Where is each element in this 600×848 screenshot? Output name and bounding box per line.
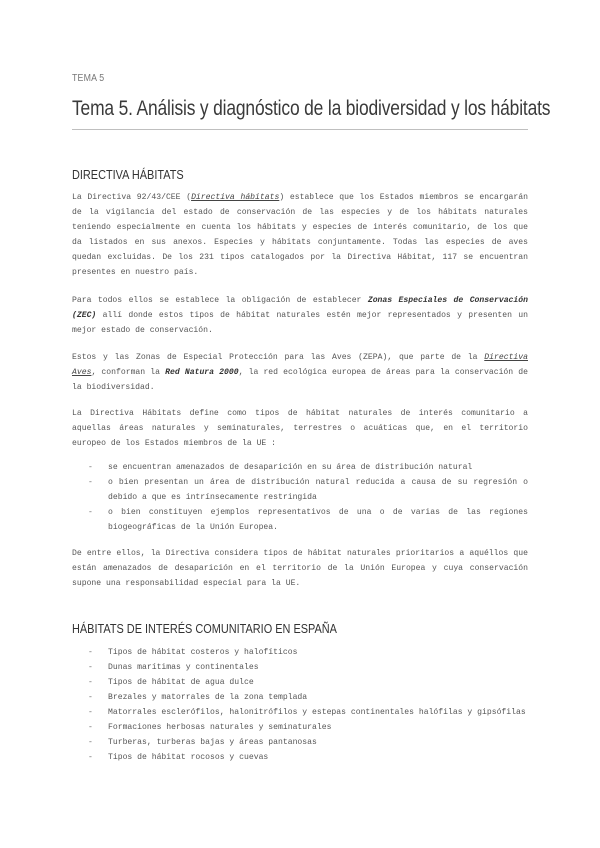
- emphasis-red-natura: Red Natura 2000: [165, 368, 239, 377]
- list-item: - Tipos de hábitat rocosos y cuevas: [108, 750, 528, 765]
- paragraph-text: La Directiva 92/43/CEE (: [72, 193, 192, 202]
- page-title: Tema 5. Análisis y diagnóstico de la biodiversidad y los hábitats: [72, 96, 551, 120]
- list-item: - Dunas marítimas y continentales: [108, 660, 528, 675]
- paragraph-directiva-intro: [72, 190, 528, 280]
- heading-habitats-espana: HÁBITATS DE INTERÉS COMUNITARIO EN ESPAÑA: [72, 621, 337, 636]
- link-directiva-habitats[interactable]: Directiva hábitats: [191, 193, 280, 202]
- paragraph-text: Para todos ellos se establece la obligación de establecer: [72, 296, 368, 305]
- list-item: - se encuentran amenazados de desaparición en su área de distribución natural: [108, 460, 528, 475]
- list-item: - Tipos de hábitat costeros y halofíticos: [108, 645, 528, 660]
- list-item: - Turberas, turberas bajas y áreas pantanosas: [108, 735, 528, 750]
- paragraph-text: ) establece que los Estados miembros se encargarán de la vigilancia del estado de conservación de las especies y de los hábitats naturales teniendo especialmente en cuenta los hábitats y especies de interés comunitario, de los que da listados en sus anexos. Especies y hábitats conjuntamente. Todas las especies de aves quedan excluidas. De los 231 tipos catalogados por la Directiva Hábitat, 117 se encuentran presentes en nuestro país.: [72, 193, 528, 277]
- paragraph-text: Estos y las Zonas de Especial Protección para las Aves (ZEPA), que parte de la: [72, 353, 485, 362]
- paragraph-definition: La Directiva Hábitats define como tipos de hábitat naturales de interés comunitario a aquellas áreas naturales y seminaturales, terrestres o acuáticas que, en el territorio europeo de los Estados miembros de la UE :: [72, 409, 528, 448]
- list-item: - o bien presentan un área de distribución natural reducida a causa de su regresión o debido a que es intrínsecamente restringida: [108, 475, 528, 505]
- list-item: - Formaciones herbosas naturales y seminaturales: [108, 720, 528, 735]
- criteria-list: [108, 460, 528, 535]
- paragraph-zepa: [72, 350, 528, 395]
- list-item: - Brezales y matorrales de la zona templada: [108, 690, 528, 705]
- paragraph-text: allí donde estos tipos de hábitat naturales estén mejor representados y presenten un mejor estado de conservación.: [72, 311, 528, 335]
- paragraph-priority: De entre ellos, la Directiva considera tipos de hábitat naturales prioritarios a aquéllos que están amenazados de desaparición en el territorio de la Unión Europea y cuya conservación supone una responsabilidad especial para la UE.: [72, 549, 528, 588]
- section-kicker: TEMA 5: [72, 73, 105, 84]
- habitat-types-list: [108, 645, 528, 765]
- list-item: - Matorrales esclerófilos, halonitrófilos y estepas continentales halófilas y gipsófilas: [108, 705, 528, 720]
- paragraph-text: , la red ecológica europea de áreas para la conservación de la biodiversidad.: [72, 368, 529, 392]
- list-item: - o bien constituyen ejemplos representativos de una o de varias de las regiones biogeográficas de la Unión Europea.: [108, 505, 528, 535]
- paragraph-text: , conforman la: [91, 368, 166, 377]
- link-directiva-aves[interactable]: Directiva Aves: [72, 353, 528, 377]
- heading-directiva-habitats: DIRECTIVA HÁBITATS: [72, 167, 184, 182]
- title-divider: [72, 129, 528, 130]
- emphasis-zec: Zonas Especiales de Conservación (ZEC): [72, 296, 528, 320]
- list-item: - Tipos de hábitat de agua dulce: [108, 675, 528, 690]
- paragraph-zec: [72, 293, 528, 338]
